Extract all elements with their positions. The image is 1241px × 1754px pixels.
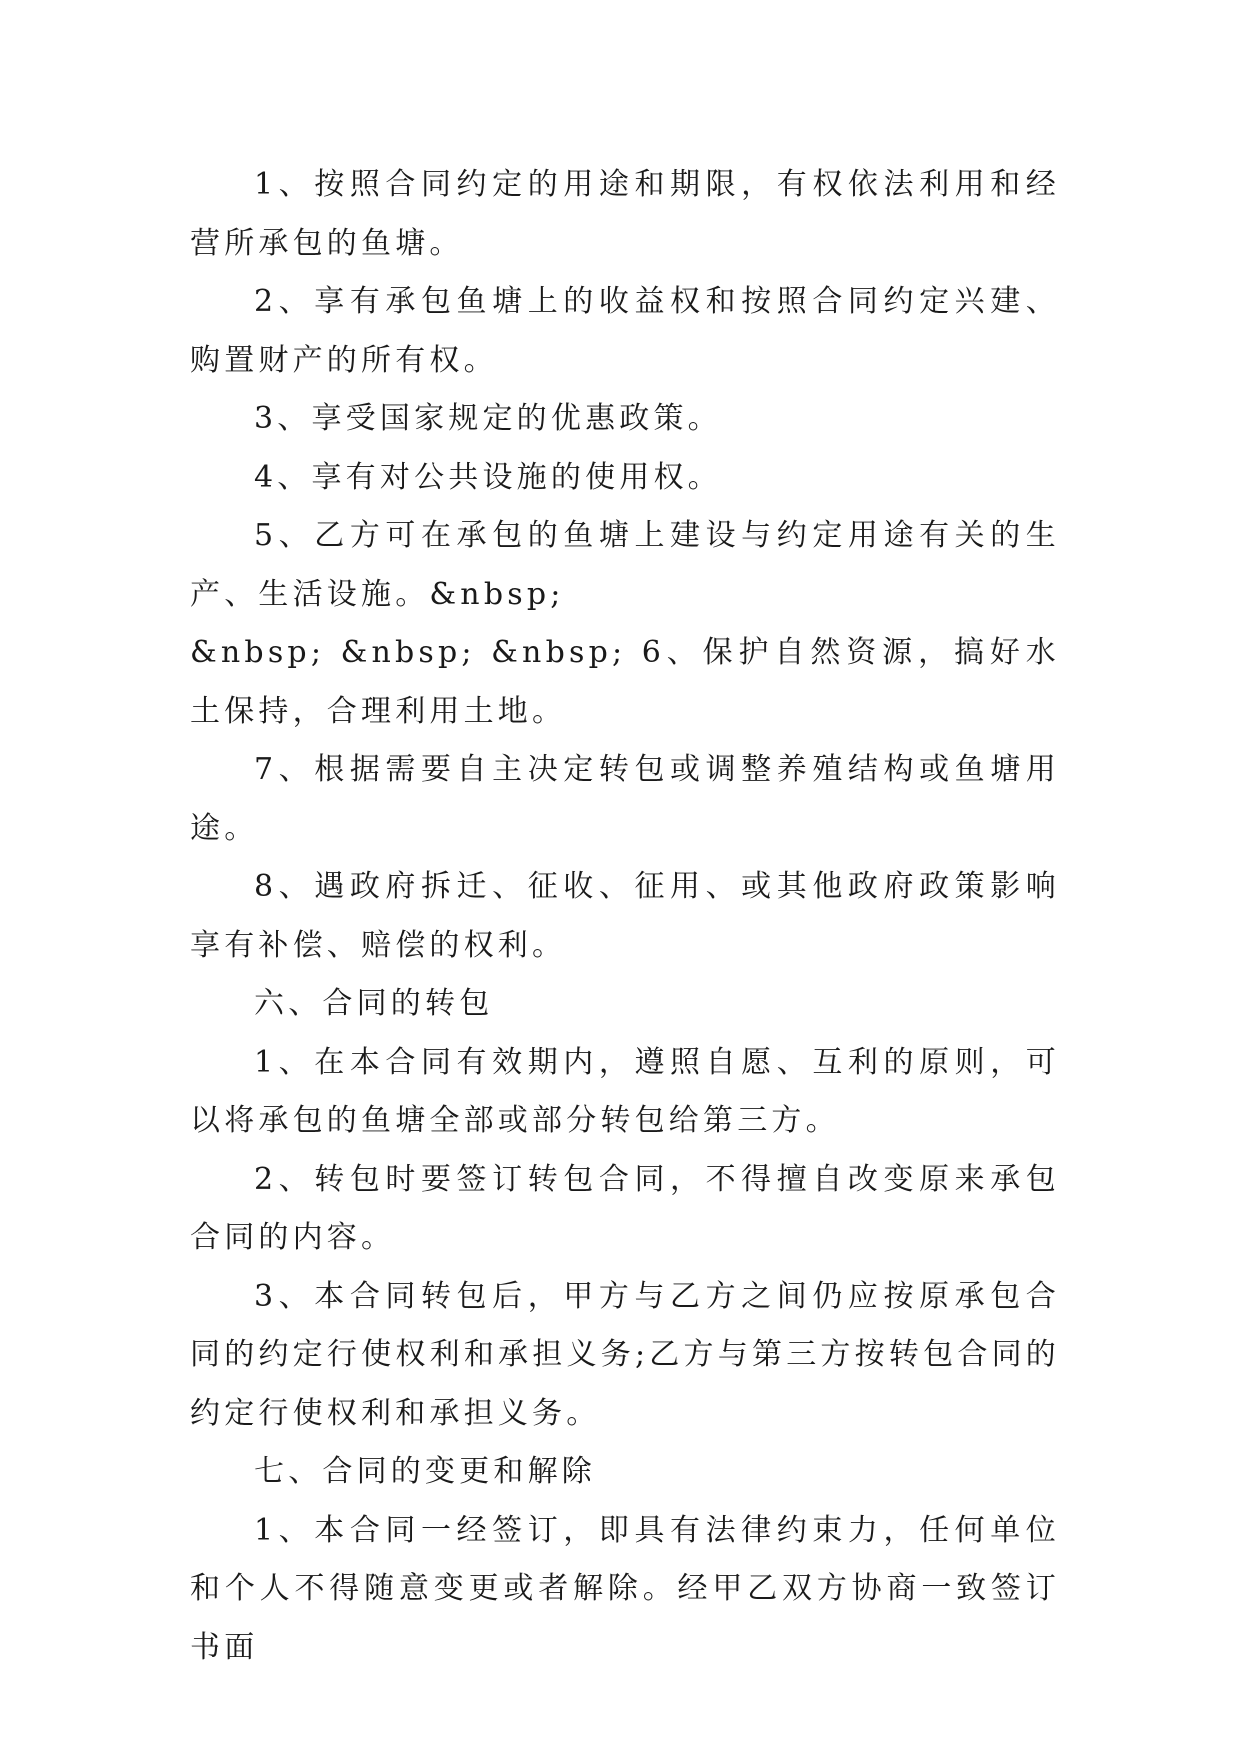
paragraph-right-3: 3、享受国家规定的优惠政策。 [254,401,722,436]
section-heading-change-termination: 七、合同的变更和解除 [254,1454,596,1489]
paragraph-right-1: 1、按照合同约定的用途和期限，有权依法利用和经营所承包的鱼塘。 [190,167,1060,261]
paragraph-right-2: 2、享有承包鱼塘上的收益权和按照合同约定兴建、购置财产的所有权。 [190,284,1060,378]
paragraph-sublease-3: 3、本合同转包后，甲方与乙方之间仍应按原承包合同的约定行使权利和承担义务;乙方与第三方按转包合同的约定行使权利和承担义务。 [190,1278,1060,1431]
paragraph-right-6: &nbsp; &nbsp; &nbsp; 6、保护自然资源，搞好水土保持，合理利用土地。 [190,635,1060,729]
section-heading-sublease: 六、合同的转包 [254,986,494,1021]
paragraph-right-4: 4、享有对公共设施的使用权。 [254,459,722,495]
document-body [190,156,1060,1677]
paragraph-change-1: 1、本合同一经签订，即具有法律约束力，任何单位和个人不得随意变更或者解除。经甲乙双方协商一致签订书面 [190,1512,1060,1665]
paragraph-sublease-2: 2、转包时要签订转包合同，不得擅自改变原来承包合同的内容。 [190,1161,1060,1255]
paragraph-right-7: 7、根据需要自主决定转包或调整养殖结构或鱼塘用途。 [190,752,1060,846]
paragraph-right-8: 8、遇政府拆迁、征收、征用、或其他政府政策影响享有补偿、赔偿的权利。 [190,869,1060,963]
paragraph-right-5: 5、乙方可在承包的鱼塘上建设与约定用途有关的生产、生活设施。&nbsp; [190,518,1060,612]
paragraph-sublease-1: 1、在本合同有效期内，遵照自愿、互利的原则，可以将承包的鱼塘全部或部分转包给第三方。 [190,1044,1060,1138]
